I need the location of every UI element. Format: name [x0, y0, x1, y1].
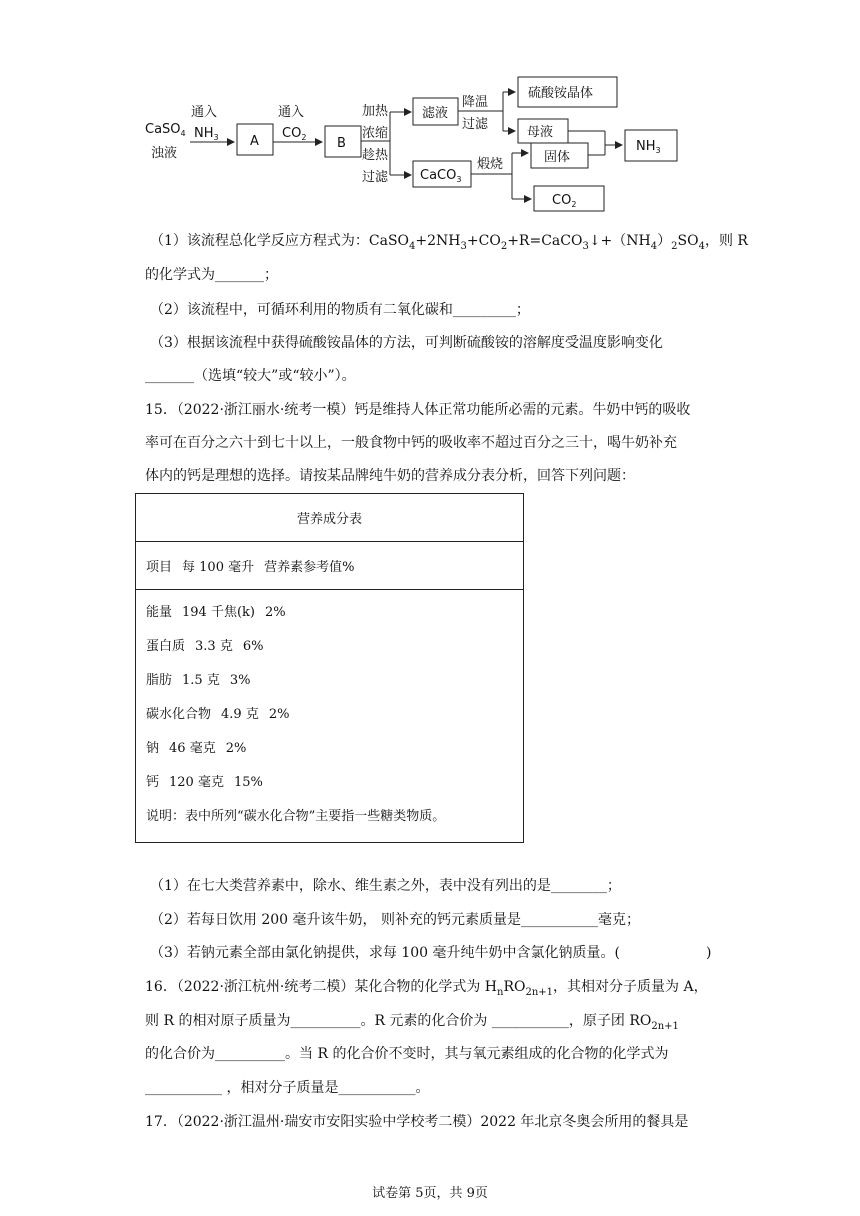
box-caco3-label: CaCO$_3$: [420, 168, 462, 184]
box-solid-label: 固体: [544, 150, 571, 165]
q16-line4: ___________ ，相对分子质量是___________。: [145, 1080, 430, 1096]
nutrition-table: [135, 493, 524, 843]
q16-line1: 16．（2022·浙江杭州·统考二模）某化合物的化学式为 $H_nRO_{2n+1}$，其相对分子质量为 A，: [145, 979, 708, 998]
step3-heat: 加热: [362, 104, 389, 119]
nutrition-row-calcium: 钙 120 毫克 15%: [146, 775, 263, 790]
process-flowchart: [0, 0, 860, 215]
step1-nh3: $NH_3$: [194, 126, 219, 142]
box-co2-label: $CO_2$: [552, 193, 577, 209]
step4-filter: 过滤: [462, 117, 489, 132]
box-mother-label: 母液: [527, 125, 554, 140]
q15-part1: （1）在七大类营养素中，除水、维生素之外，表中没有列出的是________；: [150, 878, 621, 894]
step3-filter: 过滤: [362, 170, 389, 185]
q15-line1: 15．（2022·浙江丽水·统考一模）钙是维持人体正常功能所必需的元素。牛奶中钙的吸收: [145, 402, 691, 418]
nutrition-row-energy: 能量 194 千焦(k) 2%: [146, 605, 286, 620]
nutrition-row-carbohydrate: 碳水化合物 4.9 克 2%: [146, 707, 290, 722]
nutrition-table-title: 营养成分表: [136, 494, 524, 542]
step2-co2: $CO_2$: [282, 126, 307, 142]
box-a-label: A: [250, 134, 259, 149]
box-crystal-label: 硫酸铵晶体: [528, 86, 594, 101]
q15-part3: （3）若钠元素全部由氯化钠提供，求每 100 毫升纯牛奶中含氯化钠质量。(: [150, 945, 620, 961]
q14-part3-line2: _______（选填“较大”或“较小”）。: [145, 368, 356, 384]
box-b-label: B: [337, 136, 346, 151]
box-filtrate-label: 滤液: [422, 106, 449, 121]
calcine-label: 煅烧: [477, 157, 504, 172]
input-caso4: CaSO$_4$: [145, 122, 186, 138]
q14-part1-line1: （1）该流程总化学反应方程式为：$CaSO_4+2NH_3+CO_2+R=CaCO_3↓+(NH_4)_2SO_4$，则 R: [150, 233, 748, 252]
q16-line2: 则 R 的相对原子质量为__________。R 元素的化合价为 ___________，原子团 $RO_{2n+1}$: [145, 1013, 679, 1032]
step4-cool: 降温: [462, 95, 489, 110]
nutrition-table-body: [136, 590, 524, 843]
step3-hot: 趁热: [362, 148, 389, 163]
nutrition-row-fat: 脂肪 1.5 克 3%: [146, 673, 251, 688]
q15-part2: （2）若每日饮用 200 毫升该牛奶， 则补充的钙元素质量是___________毫克；: [150, 912, 640, 928]
step1-label: 通入: [191, 105, 218, 120]
q14-part3-line1: （3）根据该流程中获得硫酸铵晶体的方法，可判断硫酸铵的溶解度受温度影响变化: [150, 335, 663, 351]
input-turbid: 浊液: [151, 146, 178, 161]
q17-line1: 17．（2022·浙江温州·瑞安市安阳实验中学校考二模）2022 年北京冬奥会所用的餐具是: [145, 1114, 689, 1130]
q15-part3-close: ): [706, 945, 712, 961]
box-nh3-label: $NH_3$: [636, 139, 661, 155]
q16-line3: 的化合价为__________。当 R 的化合价不变时，其与氧元素组成的化合物的化学式为: [145, 1046, 669, 1062]
nutrition-row-protein: 蛋白质 3.3 克 6%: [146, 639, 264, 654]
step2-label: 通入: [278, 105, 305, 120]
nutrition-table-header: 项目 每 100 毫升 营养素参考值%: [136, 542, 524, 590]
step3-concentrate: 浓缩: [362, 126, 389, 141]
nutrition-row-sodium: 钠 46 毫克 2%: [146, 741, 247, 756]
page-footer: 试卷第 5页，共 9页: [372, 1186, 488, 1201]
q14-part2: （2）该流程中，可循环利用的物质有二氧化碳和_________；: [150, 302, 530, 318]
q15-line2: 率可在百分之六十到七十以上，一般食物中钙的吸收率不超过百分之三十，喝牛奶补充: [145, 435, 677, 451]
q14-part1-line2: 的化学式为_______；: [145, 267, 278, 283]
nutrition-table-note: 说明：表中所列“碳水化合物”主要指一些糖类物质。: [146, 809, 446, 824]
q15-line3: 体内的钙是理想的选择。请按某品牌纯牛奶的营养成分表分析，回答下列问题：: [145, 468, 635, 484]
